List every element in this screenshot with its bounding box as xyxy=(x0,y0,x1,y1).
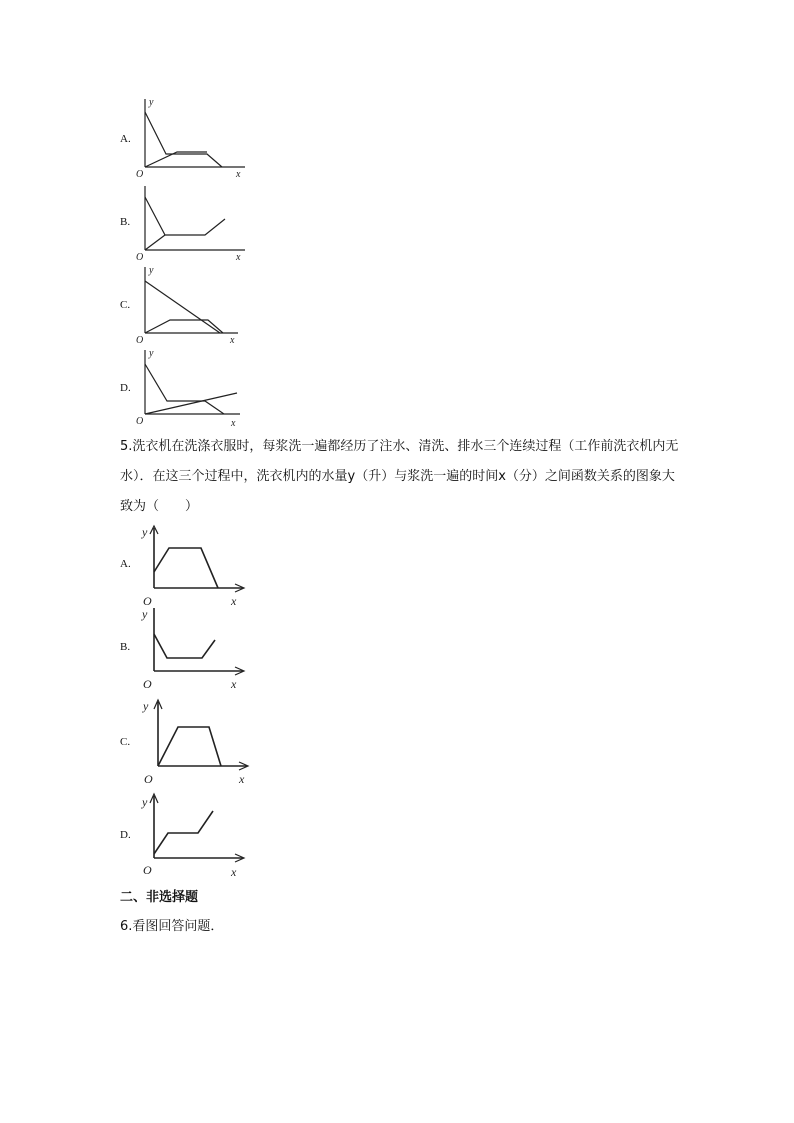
origin-label: O xyxy=(136,335,144,346)
curve-2 xyxy=(145,235,165,250)
q5-graph-b xyxy=(135,604,255,692)
option-label: D. xyxy=(120,829,131,841)
q4-graph-d xyxy=(130,346,260,431)
option-label: C. xyxy=(120,299,131,311)
origin-label: O xyxy=(136,252,144,263)
origin-label: O xyxy=(136,169,144,180)
curve xyxy=(154,548,218,588)
q4-graph-a xyxy=(130,95,260,180)
curve xyxy=(154,811,213,854)
curve-2 xyxy=(145,393,237,414)
x-label: x xyxy=(236,169,241,180)
y-label: y xyxy=(143,699,149,713)
y-label: y xyxy=(142,607,148,621)
y-label: y xyxy=(149,97,154,108)
option-label: C. xyxy=(120,736,131,748)
origin-label: O xyxy=(143,677,152,691)
origin-label: O xyxy=(144,772,153,786)
option-label: B. xyxy=(120,216,131,228)
q5-graph-c xyxy=(135,694,260,786)
curve-1 xyxy=(145,281,220,333)
x-label: x xyxy=(230,335,235,346)
curve-1 xyxy=(145,364,224,414)
x-label: x xyxy=(231,418,236,429)
y-label: y xyxy=(149,348,154,359)
q5-graph-a xyxy=(135,522,255,610)
origin-label: O xyxy=(143,863,152,877)
curve-1 xyxy=(145,112,222,167)
section-title: 二、非选择题 xyxy=(120,890,199,905)
option-label: A. xyxy=(120,133,131,145)
option-label: B. xyxy=(120,641,131,653)
option-label: D. xyxy=(120,382,131,394)
question-6-text: 6.看图回答问题． xyxy=(120,919,224,934)
x-label: x xyxy=(231,594,237,608)
question-5-text: 5.洗衣机在洗涤衣服时，每浆洗一遍都经历了注水、清洗、排水三个连续过程（工作前洗衣机内无水）．在这三个过程中，洗衣机内的水量y（升）与浆洗一遍的时间x（分）之间函数关系的图象大致为（ ） xyxy=(120,439,679,514)
y-label: y xyxy=(149,265,154,276)
origin-label: O xyxy=(143,594,152,608)
curve xyxy=(154,634,215,658)
curve-1 xyxy=(145,197,225,235)
y-label: y xyxy=(142,795,148,809)
q5-graph-d xyxy=(135,790,255,882)
x-label: x xyxy=(231,865,237,879)
q4-graph-b xyxy=(130,180,260,265)
y-label: y xyxy=(142,525,148,539)
curve xyxy=(158,727,221,766)
x-label: x xyxy=(231,677,237,691)
x-label: x xyxy=(236,252,241,263)
x-label: x xyxy=(239,772,245,786)
q4-graph-c xyxy=(130,263,260,348)
option-label: A. xyxy=(120,558,131,570)
origin-label: O xyxy=(136,416,144,427)
